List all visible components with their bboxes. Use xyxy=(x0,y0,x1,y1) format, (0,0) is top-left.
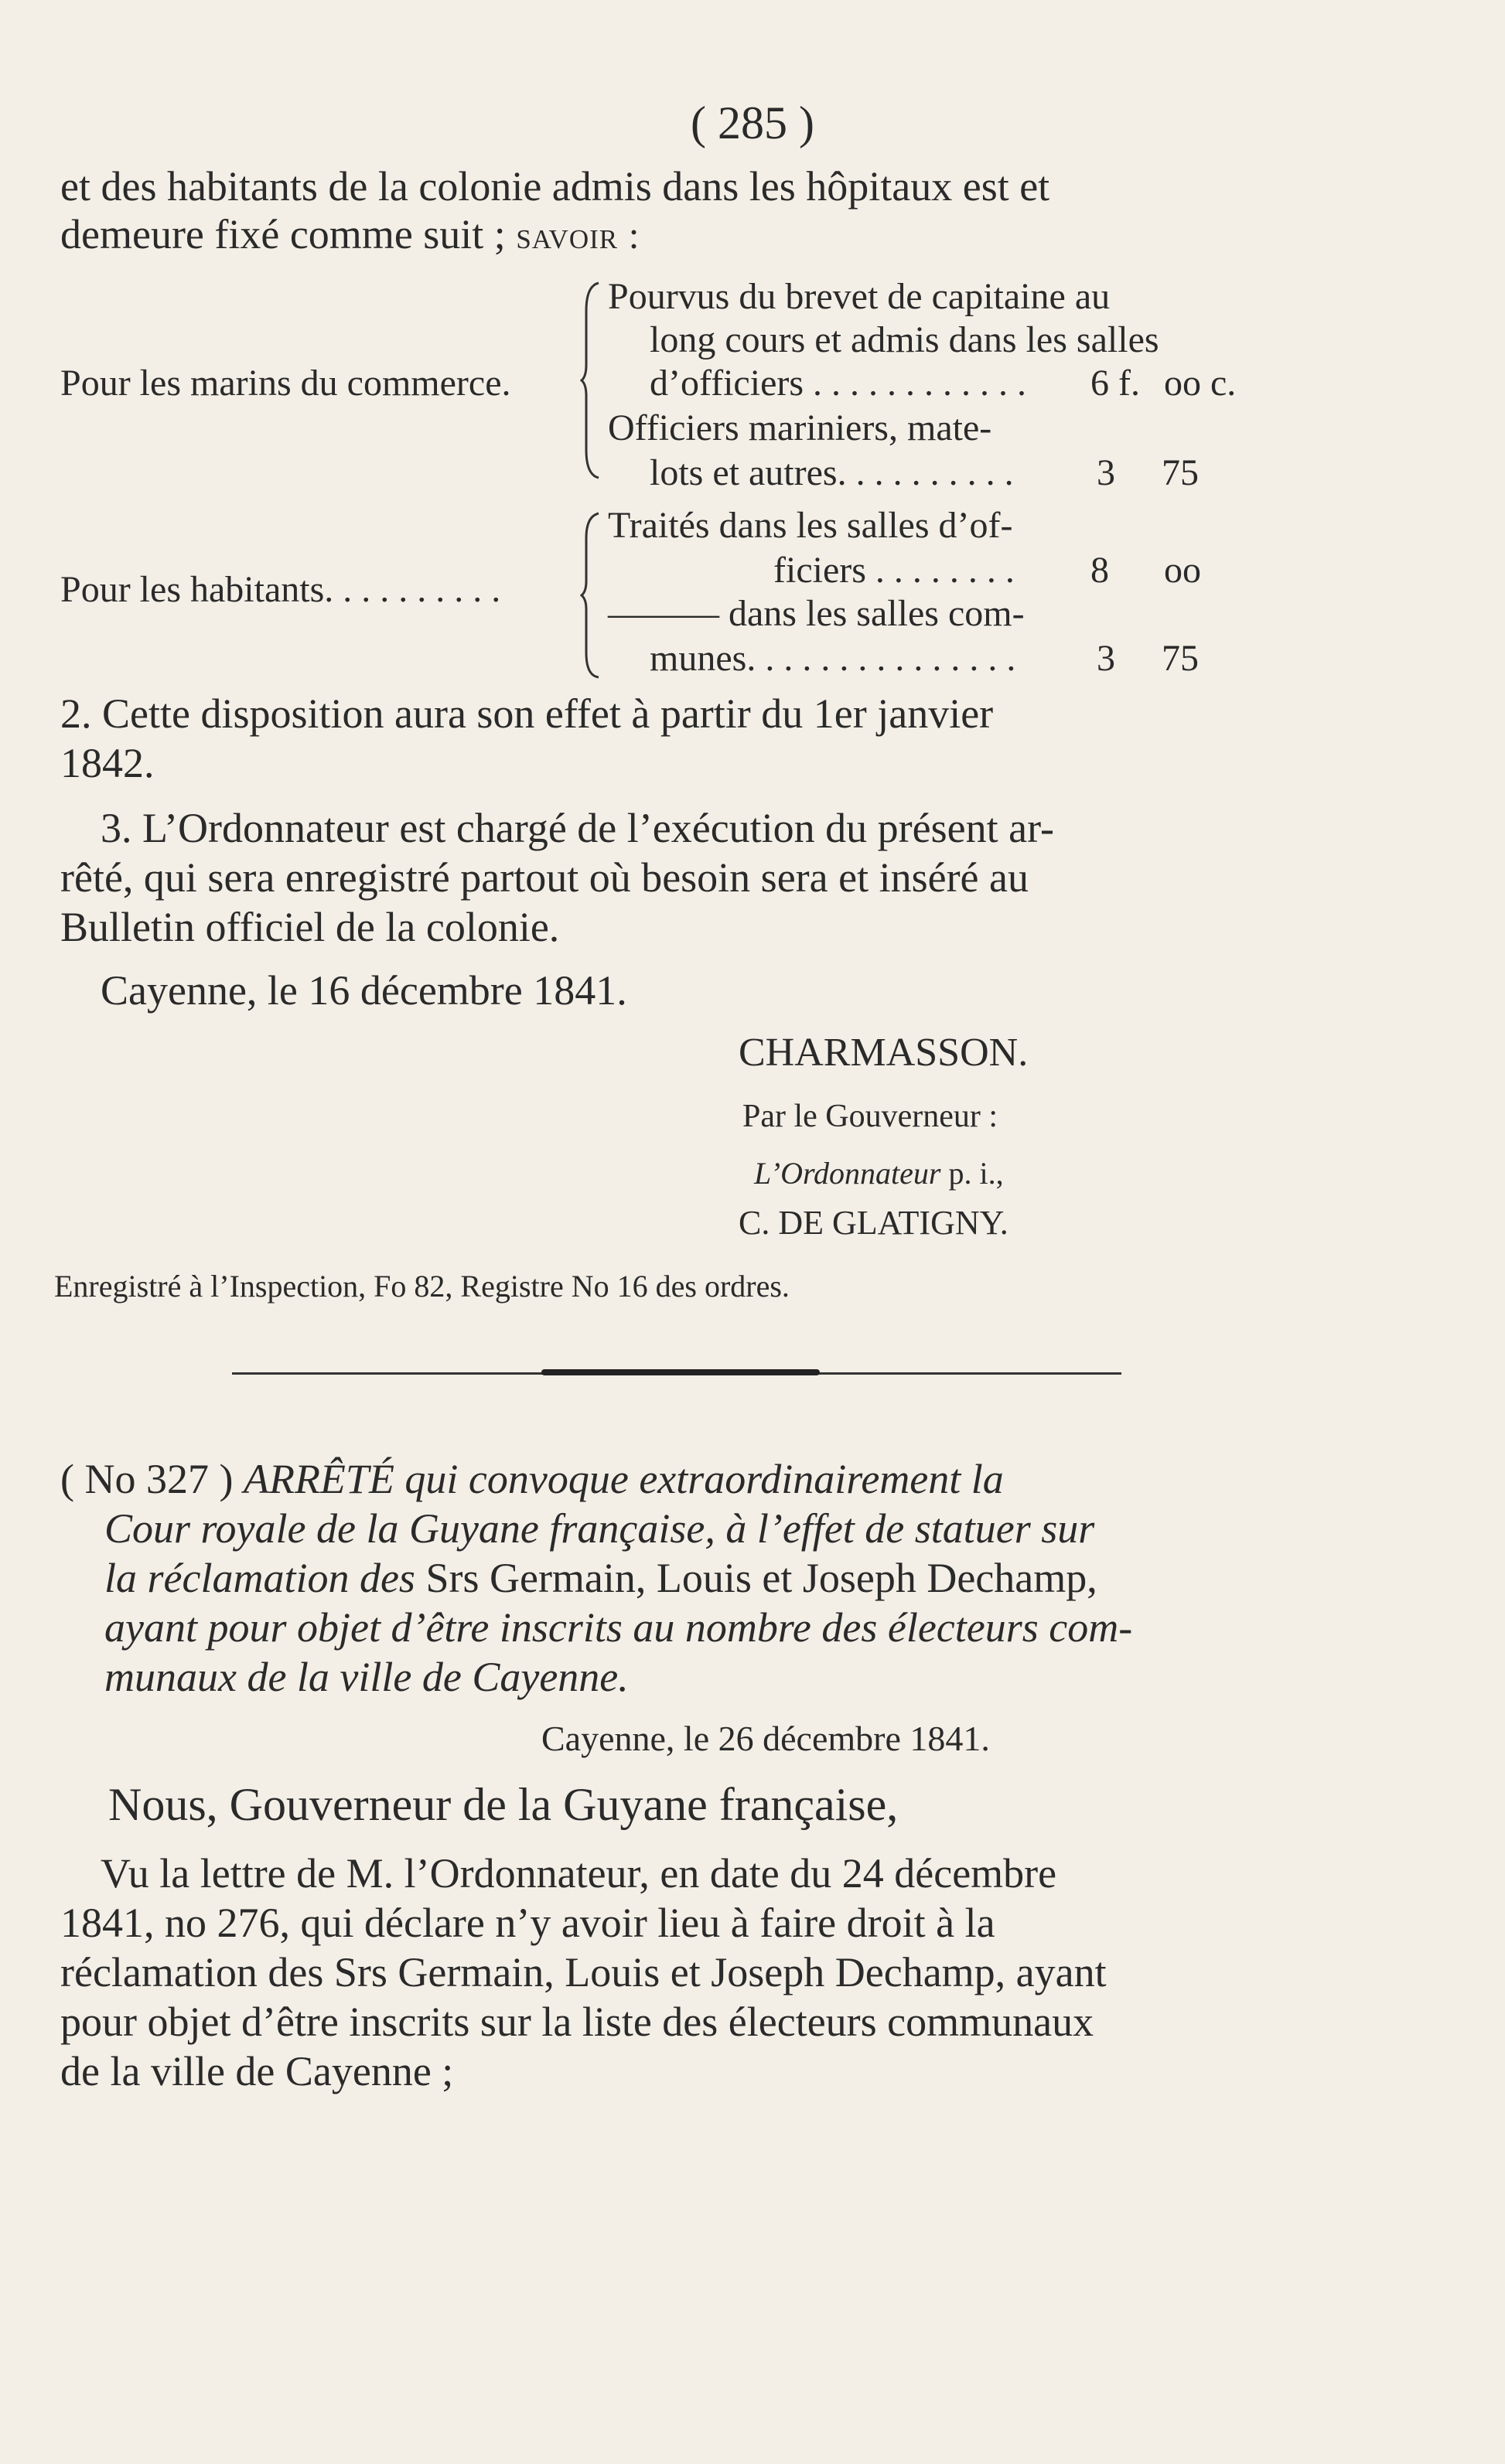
date-1: Cayenne, le 16 décembre 1841. xyxy=(101,967,627,1014)
arrete-line-3 xyxy=(104,1554,1097,1602)
brace-habitants xyxy=(580,510,603,680)
arrete-line-3-names: Germain, Louis et Joseph Dechamp, xyxy=(489,1555,1097,1601)
habitants-label: Pour les habitants. . . . . . . . . . xyxy=(60,569,501,610)
intro-line-2 xyxy=(60,210,640,258)
vu-line-1: Vu la lettre de M. l’Ordonnateur, en date du 24 décembre xyxy=(101,1850,1057,1897)
arrete-line-3-it: la réclamation des xyxy=(104,1555,415,1601)
habitants-val2-centimes: 75 xyxy=(1162,638,1199,679)
marins-val2-centimes: 75 xyxy=(1162,452,1199,493)
page-number: ( 285 ) xyxy=(691,97,814,148)
art3-line-3: Bulletin officiel de la colonie. xyxy=(60,904,560,950)
marins-row-2: long cours et admis dans les salles xyxy=(650,319,1159,360)
arrete-title: ARRÊTÉ qui convoque extraordinairement la xyxy=(243,1456,1004,1502)
arrete-line-1 xyxy=(60,1455,1004,1503)
ordonnateur-pi: p. i., xyxy=(948,1156,1004,1191)
marins-row-5: lots et autres. . . . . . . . . . xyxy=(650,452,1014,493)
marins-val2-francs: 3 xyxy=(1097,452,1115,493)
habitants-val2-francs: 3 xyxy=(1097,638,1115,679)
art3-line-1: 3. L’Ordonnateur est chargé de l’exécution du présent ar- xyxy=(101,805,1054,851)
habitants-row-4: munes. . . . . . . . . . . . . . . xyxy=(650,638,1016,679)
separator-rule-thick xyxy=(541,1369,820,1375)
brace-marins xyxy=(580,280,603,481)
marins-val1-centimes: oo c. xyxy=(1164,363,1237,404)
marins-val1-francs: 6 f. xyxy=(1090,363,1140,404)
ordonnateur-title: L’Ordonnateur xyxy=(754,1156,941,1191)
marins-row-4: Officiers mariniers, mate- xyxy=(608,407,992,448)
habitants-row-2: ficiers . . . . . . . . xyxy=(773,550,1015,591)
date-2: Cayenne, le 26 décembre 1841. xyxy=(541,1719,990,1758)
savoir-label: savoir : xyxy=(516,213,640,257)
art2-line-2: 1842. xyxy=(60,740,155,786)
intro-line-2-text: demeure fixé comme suit ; xyxy=(60,211,506,257)
arrete-line-5: munaux de la ville de Cayenne. xyxy=(104,1654,629,1700)
arrete-line-4: ayant pour objet d’être inscrits au nombre des électeurs com- xyxy=(104,1604,1133,1651)
signature-name: CHARMASSON. xyxy=(739,1031,1029,1075)
arrete-line-3-srs: Srs xyxy=(425,1555,479,1601)
art2-line-1: 2. Cette disposition aura son effet à partir du 1er janvier xyxy=(60,690,994,737)
arrete-line-2: Cour royale de la Guyane française, à l’effet de statuer sur xyxy=(104,1505,1095,1552)
signature-ordonnateur xyxy=(754,1155,1004,1191)
signature-name-2: C. DE GLATIGNY. xyxy=(739,1204,1008,1242)
habitants-val1-centimes: oo xyxy=(1164,550,1201,591)
vu-line-5: de la ville de Cayenne ; xyxy=(60,2048,454,2094)
marins-label: Pour les marins du commerce. xyxy=(60,363,511,404)
vu-line-2: 1841, no 276, qui déclare n’y avoir lieu à faire droit à la xyxy=(60,1900,995,1946)
nous-heading: Nous, Gouverneur de la Guyane française, xyxy=(108,1779,899,1830)
enregistre-line: Enregistré à l’Inspection, Fo 82, Registre No 16 des ordres. xyxy=(54,1269,790,1304)
art3-line-2: rêté, qui sera enregistré partout où besoin sera et inséré au xyxy=(60,854,1029,901)
vu-line-4: pour objet d’être inscrits sur la liste des électeurs communaux xyxy=(60,1999,1094,2045)
habitants-row-1: Traités dans les salles d’of- xyxy=(608,505,1013,546)
marins-row-1: Pourvus du brevet de capitaine au xyxy=(608,276,1111,317)
signature-par: Par le Gouverneur : xyxy=(742,1099,998,1134)
habitants-row-3: ——— dans les salles com- xyxy=(608,593,1025,634)
arrete-number: ( No 327 ) xyxy=(60,1456,234,1502)
intro-line-1: et des habitants de la colonie admis dans les hôpitaux est et xyxy=(60,163,1050,210)
habitants-val1-francs: 8 xyxy=(1090,550,1109,591)
marins-row-3: d’officiers . . . . . . . . . . . . xyxy=(650,363,1027,404)
vu-line-3: réclamation des Srs Germain, Louis et Joseph Dechamp, ayant xyxy=(60,1949,1107,1995)
